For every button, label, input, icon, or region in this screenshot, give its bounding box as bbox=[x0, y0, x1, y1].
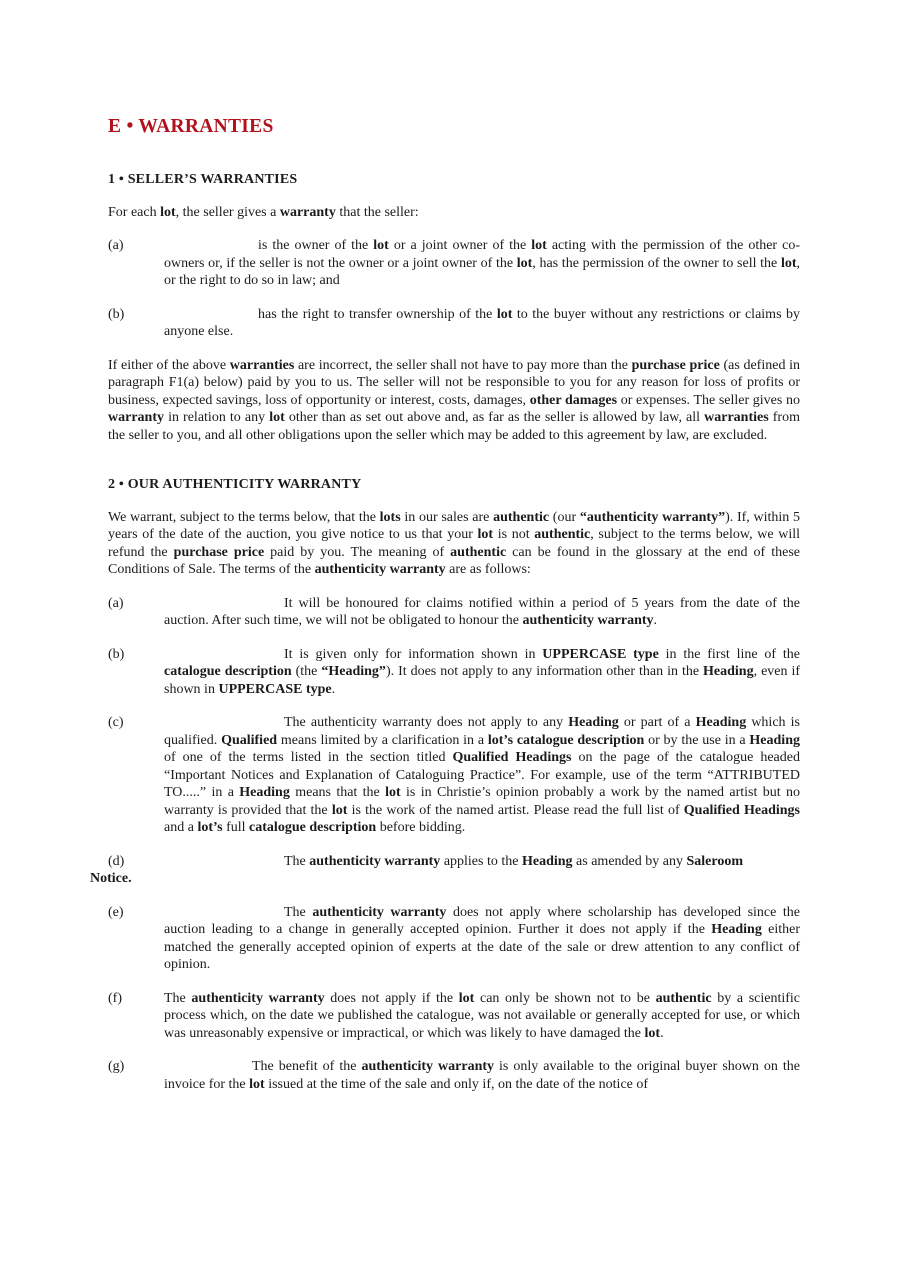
bold-term: Qualified bbox=[221, 732, 278, 748]
bold-term: authenticity warranty bbox=[361, 1059, 495, 1075]
list-item-text: The authenticity warranty applies to the Heading as amended by any Saleroom bbox=[284, 853, 743, 869]
bold-term: Heading bbox=[568, 715, 619, 731]
list-item-label: (c) bbox=[108, 715, 124, 731]
bold-term: Heading bbox=[711, 922, 762, 938]
bold-term: lot bbox=[160, 204, 176, 220]
bold-term: Qualified Headings bbox=[683, 802, 800, 818]
document-content bbox=[90, 171, 801, 1093]
list-item-text: has the right to transfer ownership of the lot to the buyer without any restrictions or claims by anyone else. bbox=[164, 306, 800, 340]
list-item-text: The authenticity warranty does not apply where scholarship has developed since the auction leading to a change in generally accepted opinion. Further it does not apply if the Heading either matched the generally accepted opinion of experts at the date of the sale or drew attention to any conflict of opinion. bbox=[164, 904, 800, 973]
bold-term: lot bbox=[385, 785, 401, 801]
bold-term: lot bbox=[644, 1025, 661, 1041]
list-item-label: (a) bbox=[108, 595, 124, 611]
s2-item-e bbox=[108, 904, 800, 974]
s2-heading: 2 • OUR AUTHENTICITY WARRANTY bbox=[108, 477, 362, 493]
list-item-label: (b) bbox=[108, 306, 125, 322]
bold-term: “Heading” bbox=[321, 664, 386, 680]
bold-term: lot bbox=[516, 255, 533, 271]
bold-term: authenticity warranty bbox=[312, 904, 447, 920]
list-item-label: (d) bbox=[108, 853, 125, 869]
bold-term: authentic bbox=[450, 544, 507, 560]
list-item-text: It will be honoured for claims notified within a period of 5 years from the date of the auction. After such time, we will not be obligated to honour the authenticity warranty. bbox=[164, 595, 800, 629]
bold-term: Heading bbox=[695, 715, 747, 731]
bold-term: lot bbox=[331, 802, 348, 818]
s2-item-d bbox=[90, 853, 800, 888]
list-item-line2 bbox=[90, 870, 800, 888]
bold-term: authentic bbox=[534, 527, 591, 543]
s1-closing: If either of the above warranties are incorrect, the seller shall not have to pay more than the purchase price (as defined in paragraph F1(a) below) paid by you to us. The seller will not be responsible to you for any reason for loss of profits or business, expected savings, loss of opportunity or interest, costs, damages, other damages or expenses. The seller gives no warranty in relation to any lot other than as set out above and, as far as the seller is allowed by law, all warranties from the seller to you, and all other obligations upon the seller which may be added to this agreement by law, are excluded. bbox=[108, 357, 801, 443]
bold-term: lot bbox=[496, 306, 513, 322]
s2-item-f bbox=[108, 990, 800, 1043]
document-title: E • WARRANTIES bbox=[108, 116, 274, 137]
list-item-label: (e) bbox=[108, 904, 124, 920]
s2-intro: We warrant, subject to the terms below, that the lots in our sales are authentic (our “authenticity warranty”). If, within 5 years of the date of the auction, you give notice to us that your lot is not authentic, subject to the terms below, we will refund the purchase price paid by you. The meaning of authentic can be found in the glossary at the end of these Conditions of Sale. The terms of the authenticity warranty are as follows: bbox=[108, 509, 801, 578]
list-item-label: (f) bbox=[108, 990, 122, 1006]
bold-term: UPPERCASE type bbox=[542, 646, 659, 662]
bold-term: warranties bbox=[229, 357, 295, 373]
bold-term: lot bbox=[458, 990, 475, 1006]
bold-term: catalogue description bbox=[249, 820, 377, 836]
bold-term: Heading bbox=[239, 785, 290, 801]
bold-term: warranty bbox=[279, 204, 336, 220]
bold-term: Qualified Headings bbox=[452, 750, 572, 766]
bold-term: lot bbox=[373, 238, 389, 254]
bold-term: authentic bbox=[655, 990, 712, 1006]
list-item-label: (a) bbox=[108, 238, 124, 254]
bold-term: authenticity warranty bbox=[191, 990, 325, 1006]
list-item-text: The authenticity warranty does not apply if the lot can only be shown not to be authentic by a scientific process which, on the date we published the catalogue, was not available or generally accepted for use, or which was unreasonably expensive or impractical, or which was likely to have damaged the lot. bbox=[164, 990, 801, 1041]
bold-term: lot bbox=[269, 410, 285, 426]
list-item-text: It is given only for information shown in UPPERCASE type in the first line of the catalogue description (the “Heading”). It does not apply to any information other than in the Heading, even if shown in UPPERCASE type. bbox=[164, 646, 801, 697]
list-item-text: The authenticity warranty does not apply to any Heading or part of a Heading which is qualified. Qualified means limited by a clarification in a lot’s catalogue description or by the use in a Heading of one of the terms listed in the section titled Qualified Headings on the page of the catalogue headed “Important Notices and Explanation of Cataloguing Practice”. For example, use of the term “ATTRIBUTED TO.....” in a Heading means that the lot is in Christie’s opinion probably a work by the named artist but no warranty is provided that the lot is the work of the named artist. Please read the full list of Qualified Headings and a lot’s full catalogue description before bidding. bbox=[164, 715, 800, 836]
list-item-label: (b) bbox=[108, 646, 125, 662]
bold-term: lots bbox=[379, 509, 401, 525]
bold-term: lot bbox=[531, 238, 547, 254]
bold-term: warranties bbox=[704, 410, 769, 426]
bold-term: Heading bbox=[703, 664, 754, 680]
bold-term: other damages bbox=[529, 392, 618, 408]
bold-term: catalogue description bbox=[164, 664, 292, 680]
bold-term: lot bbox=[477, 527, 494, 543]
bold-term: lot bbox=[780, 255, 797, 271]
list-item-text: is the owner of the lot or a joint owner of the lot acting with the permission of the other co-owners or, if the seller is not the owner or a joint owner of the lot, has the permission of the owner to sell the lot, or the right to do so in law; and bbox=[164, 238, 800, 289]
bold-term: authenticity warranty bbox=[314, 562, 446, 578]
bold-term: authenticity warranty bbox=[522, 613, 654, 629]
s2-item-g bbox=[108, 1058, 800, 1093]
bold-term: purchase price bbox=[631, 357, 720, 373]
bold-term: “authenticity warranty” bbox=[579, 509, 726, 525]
bold-term: Notice. bbox=[90, 871, 132, 887]
s2-item-a bbox=[108, 595, 800, 630]
bold-term: authentic bbox=[493, 509, 550, 525]
bold-term: authenticity warranty bbox=[309, 853, 441, 869]
s2-item-b bbox=[108, 646, 800, 699]
bold-term: UPPERCASE type bbox=[218, 681, 332, 697]
bold-term: lot’s bbox=[197, 820, 223, 836]
list-item-label: (g) bbox=[108, 1059, 125, 1075]
bold-term: lot bbox=[249, 1076, 265, 1092]
s1-item-b bbox=[108, 306, 800, 341]
bold-term: Saleroom bbox=[686, 853, 743, 869]
s1-item-a bbox=[108, 237, 800, 290]
bold-term: warranty bbox=[108, 410, 164, 426]
s2-item-c bbox=[108, 714, 800, 837]
s1-heading: 1 • SELLER’S WARRANTIES bbox=[108, 172, 298, 188]
list-item-text: The benefit of the authenticity warranty is only available to the original buyer shown on the invoice for the lot issued at the time of the sale and only if, on the date of the notice of bbox=[164, 1059, 801, 1092]
bold-term: Heading bbox=[521, 853, 573, 869]
bold-term: Heading bbox=[749, 732, 800, 748]
s1-intro: For each lot, the seller gives a warranty that the seller: bbox=[108, 204, 419, 220]
bold-term: purchase price bbox=[173, 544, 265, 560]
bold-term: lot’s catalogue description bbox=[487, 732, 645, 748]
